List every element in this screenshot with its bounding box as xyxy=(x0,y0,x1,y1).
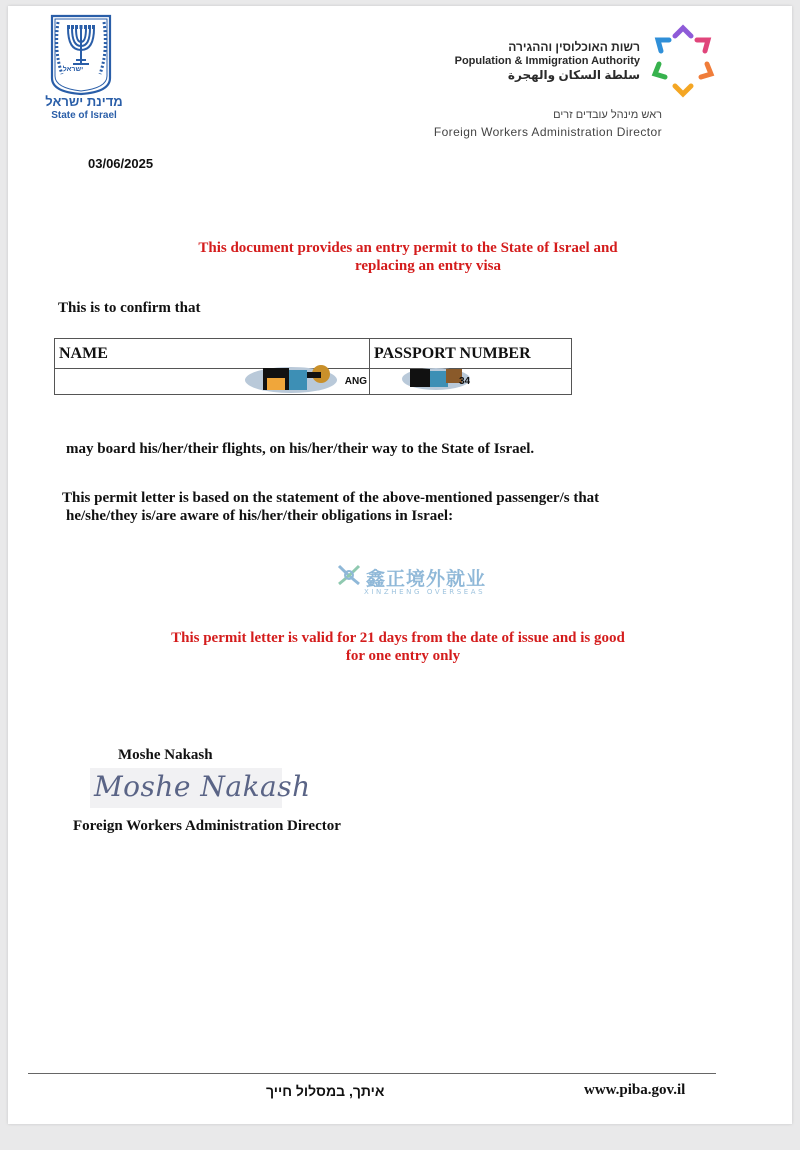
basis-line-2: he/she/they is/are aware of his/her/their obligations in Israel: xyxy=(66,508,454,524)
authority-name-arabic: سلطة السكان والهجرة xyxy=(507,68,640,82)
board-statement: may board his/her/their flights, on his/her/their way to the State of Israel. xyxy=(66,441,535,457)
basis-statement xyxy=(62,489,702,525)
authority-name-hebrew: רשות האוכלוסין וההגירה xyxy=(508,40,640,54)
passport-cell xyxy=(370,369,572,395)
star-logo-icon xyxy=(650,24,716,100)
document-page xyxy=(8,6,792,1124)
passenger-name-value: ANG xyxy=(344,376,367,387)
confirm-text: This is to confirm that xyxy=(58,300,201,316)
emblem-label: ישראל xyxy=(62,66,84,73)
passport-column-header: PASSPORT NUMBER xyxy=(370,339,572,369)
basis-line-1: This permit letter is based on the statement of the above-mentioned passenger/s that xyxy=(62,490,600,506)
title-line-1: This document provides an entry permit to the State of Israel and xyxy=(198,240,618,256)
signer-name: Moshe Nakash xyxy=(118,747,213,763)
redaction-mark xyxy=(241,364,339,394)
validity-notice xyxy=(118,629,678,665)
validity-line-1: This permit letter is valid for 21 days from the date of issue and is good xyxy=(171,630,625,646)
signature: Moshe Nakash xyxy=(94,770,311,803)
authority-name-english: Population & Immigration Authority xyxy=(454,55,640,67)
watermark-subtext: XINZHENG OVERSEAS xyxy=(364,588,486,596)
footer-website-link[interactable]: www.piba.gov.il xyxy=(584,1082,686,1098)
title-line-2: replacing an entry visa xyxy=(355,258,501,274)
watermark-text: 鑫正境外就业 xyxy=(366,568,487,590)
passenger-table xyxy=(54,338,572,395)
issue-date: 03/06/2025 xyxy=(88,156,154,171)
signer-title: Foreign Workers Administration Director xyxy=(73,818,341,834)
name-cell xyxy=(55,369,370,395)
passport-number-value: 34 xyxy=(459,376,471,387)
validity-line-2: for one entry only xyxy=(345,648,461,664)
footer-slogan-hebrew: איתך, במסלול חייך xyxy=(266,1083,385,1099)
state-name-english: State of Israel xyxy=(51,110,117,121)
document-title xyxy=(148,239,668,275)
director-title-english: Foreign Workers Administration Director xyxy=(433,125,662,139)
table-row xyxy=(55,369,572,395)
state-name-hebrew: מדינת ישראל xyxy=(45,94,123,109)
xinzheng-logo-icon xyxy=(336,562,362,588)
name-column-header: NAME xyxy=(55,339,370,369)
footer-divider xyxy=(28,1073,716,1074)
director-title-hebrew: ראש מינהל עובדים זרים xyxy=(553,109,662,121)
menorah-emblem-icon xyxy=(46,12,116,96)
